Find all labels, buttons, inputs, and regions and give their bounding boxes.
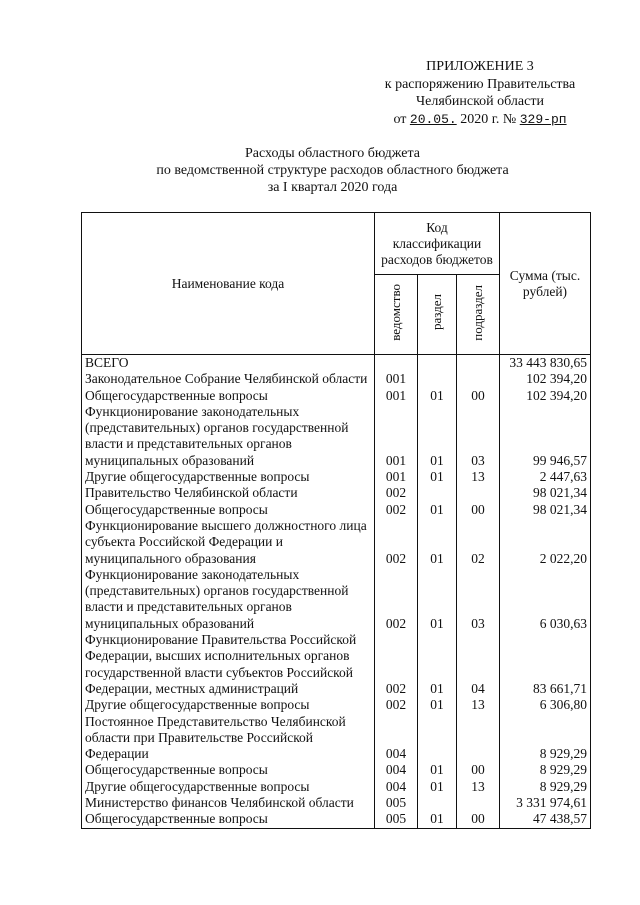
row-sum: 102 394,20 bbox=[500, 371, 591, 387]
row-subsection: 00 bbox=[457, 388, 500, 404]
row-section bbox=[418, 355, 457, 372]
row-section bbox=[418, 371, 457, 387]
header-name: Наименование кода bbox=[82, 213, 375, 355]
row-name: Министерство финансов Челябинской области bbox=[82, 795, 375, 811]
decree-number: 329-рп bbox=[519, 111, 567, 127]
table-row bbox=[82, 714, 591, 763]
row-name: Другие общегосударственные вопросы bbox=[82, 697, 375, 713]
row-subsection: 13 bbox=[457, 697, 500, 713]
row-section bbox=[418, 485, 457, 501]
row-section bbox=[418, 714, 457, 763]
row-section: 01 bbox=[418, 762, 457, 778]
table-row bbox=[82, 762, 591, 778]
row-name: Другие общегосударственные вопросы bbox=[82, 779, 375, 795]
row-name: Функционирование высшего должностного лица субъекта Российской Федерации и муниципального образования bbox=[82, 518, 375, 567]
row-sum: 8 929,29 bbox=[500, 714, 591, 763]
row-section: 01 bbox=[418, 388, 457, 404]
row-dept: 001 bbox=[375, 404, 418, 469]
row-dept: 004 bbox=[375, 779, 418, 795]
row-dept: 005 bbox=[375, 795, 418, 811]
table-body bbox=[82, 355, 591, 829]
row-dept: 001 bbox=[375, 371, 418, 387]
appendix-line-1: к распоряжению Правительства bbox=[384, 76, 576, 92]
row-name: Общегосударственные вопросы bbox=[82, 502, 375, 518]
decree-date: 20.05. bbox=[409, 111, 457, 127]
row-section: 01 bbox=[418, 779, 457, 795]
header-subsection: подраздел bbox=[457, 275, 500, 355]
title-line-1: Расходы областного бюджета bbox=[244, 146, 420, 161]
row-dept: 002 bbox=[375, 567, 418, 632]
row-subsection: 03 bbox=[457, 567, 500, 632]
row-sum: 98 021,34 bbox=[500, 502, 591, 518]
row-subsection bbox=[457, 714, 500, 763]
row-sum: 8 929,29 bbox=[500, 762, 591, 778]
row-subsection bbox=[457, 371, 500, 387]
header-sum: Сумма (тыс. рублей) bbox=[500, 213, 591, 355]
row-name: Функционирование законодательных (представительных) органов государственной власти и представительных органов муниципальных образований bbox=[82, 404, 375, 469]
row-name: Другие общегосударственные вопросы bbox=[82, 469, 375, 485]
row-section: 01 bbox=[418, 567, 457, 632]
row-sum: 33 443 830,65 bbox=[500, 355, 591, 372]
title-line-2: по ведомственной структуре расходов областного бюджета bbox=[156, 163, 509, 178]
row-sum: 2 447,63 bbox=[500, 469, 591, 485]
row-section bbox=[418, 795, 457, 811]
row-section: 01 bbox=[418, 697, 457, 713]
document-title bbox=[0, 145, 640, 196]
row-subsection: 13 bbox=[457, 779, 500, 795]
row-subsection: 04 bbox=[457, 632, 500, 697]
header-section: раздел bbox=[418, 275, 457, 355]
row-subsection: 03 bbox=[457, 404, 500, 469]
row-section: 01 bbox=[418, 811, 457, 828]
row-sum: 47 438,57 bbox=[500, 811, 591, 828]
row-name: Общегосударственные вопросы bbox=[82, 762, 375, 778]
table-row bbox=[82, 371, 591, 387]
table-row bbox=[82, 632, 591, 697]
row-name: Общегосударственные вопросы bbox=[82, 811, 375, 828]
row-name: Постоянное Представительство Челябинской области при Правительстве Российской Федерации bbox=[82, 714, 375, 763]
row-dept: 002 bbox=[375, 632, 418, 697]
header-code-group: Код классификации расходов бюджетов bbox=[375, 213, 500, 275]
row-sum: 3 331 974,61 bbox=[500, 795, 591, 811]
row-dept bbox=[375, 355, 418, 372]
header-dept: ведомство bbox=[375, 275, 418, 355]
row-subsection: 00 bbox=[457, 762, 500, 778]
row-dept: 001 bbox=[375, 469, 418, 485]
appendix-date-line bbox=[360, 111, 600, 129]
row-subsection: 13 bbox=[457, 469, 500, 485]
appendix-title: ПРИЛОЖЕНИЕ 3 bbox=[426, 59, 534, 74]
row-subsection: 00 bbox=[457, 502, 500, 518]
row-section: 01 bbox=[418, 404, 457, 469]
row-sum: 102 394,20 bbox=[500, 388, 591, 404]
row-section: 01 bbox=[418, 632, 457, 697]
row-dept: 002 bbox=[375, 502, 418, 518]
row-dept: 002 bbox=[375, 697, 418, 713]
row-subsection bbox=[457, 485, 500, 501]
budget-table bbox=[81, 212, 591, 829]
row-sum: 8 929,29 bbox=[500, 779, 591, 795]
table-row bbox=[82, 485, 591, 501]
table-row bbox=[82, 518, 591, 567]
row-section: 01 bbox=[418, 502, 457, 518]
decree-year: 2020 г. № bbox=[460, 111, 517, 127]
row-sum: 6 030,63 bbox=[500, 567, 591, 632]
row-name: ВСЕГО bbox=[82, 355, 375, 372]
table-row bbox=[82, 355, 591, 372]
row-sum: 99 946,57 bbox=[500, 404, 591, 469]
row-sum: 98 021,34 bbox=[500, 485, 591, 501]
row-dept: 002 bbox=[375, 485, 418, 501]
appendix-header bbox=[360, 58, 600, 128]
row-subsection bbox=[457, 795, 500, 811]
row-dept: 004 bbox=[375, 714, 418, 763]
date-prefix: от bbox=[393, 111, 407, 127]
row-dept: 005 bbox=[375, 811, 418, 828]
row-name: Функционирование Правительства Российской Федерации, высших исполнительных органов государственной власти субъектов Российской Федерации, местных администраций bbox=[82, 632, 375, 697]
appendix-line-2: Челябинской области bbox=[416, 94, 544, 109]
table-row bbox=[82, 795, 591, 811]
table-row bbox=[82, 779, 591, 795]
title-line-3: за I квартал 2020 года bbox=[267, 180, 398, 195]
table-row bbox=[82, 388, 591, 404]
row-dept: 001 bbox=[375, 388, 418, 404]
table-row bbox=[82, 469, 591, 485]
row-name: Функционирование законодательных (представительных) органов государственной власти и представительных органов муниципальных образований bbox=[82, 567, 375, 632]
table-row bbox=[82, 404, 591, 469]
row-subsection bbox=[457, 355, 500, 372]
row-subsection: 02 bbox=[457, 518, 500, 567]
row-sum: 83 661,71 bbox=[500, 632, 591, 697]
row-sum: 2 022,20 bbox=[500, 518, 591, 567]
row-section: 01 bbox=[418, 469, 457, 485]
row-name: Правительство Челябинской области bbox=[82, 485, 375, 501]
row-section: 01 bbox=[418, 518, 457, 567]
table-row bbox=[82, 697, 591, 713]
row-sum: 6 306,80 bbox=[500, 697, 591, 713]
row-name: Общегосударственные вопросы bbox=[82, 388, 375, 404]
row-subsection: 00 bbox=[457, 811, 500, 828]
row-dept: 002 bbox=[375, 518, 418, 567]
table-row bbox=[82, 502, 591, 518]
table-row bbox=[82, 811, 591, 828]
row-dept: 004 bbox=[375, 762, 418, 778]
table-row bbox=[82, 567, 591, 632]
row-name: Законодательное Собрание Челябинской области bbox=[82, 371, 375, 387]
